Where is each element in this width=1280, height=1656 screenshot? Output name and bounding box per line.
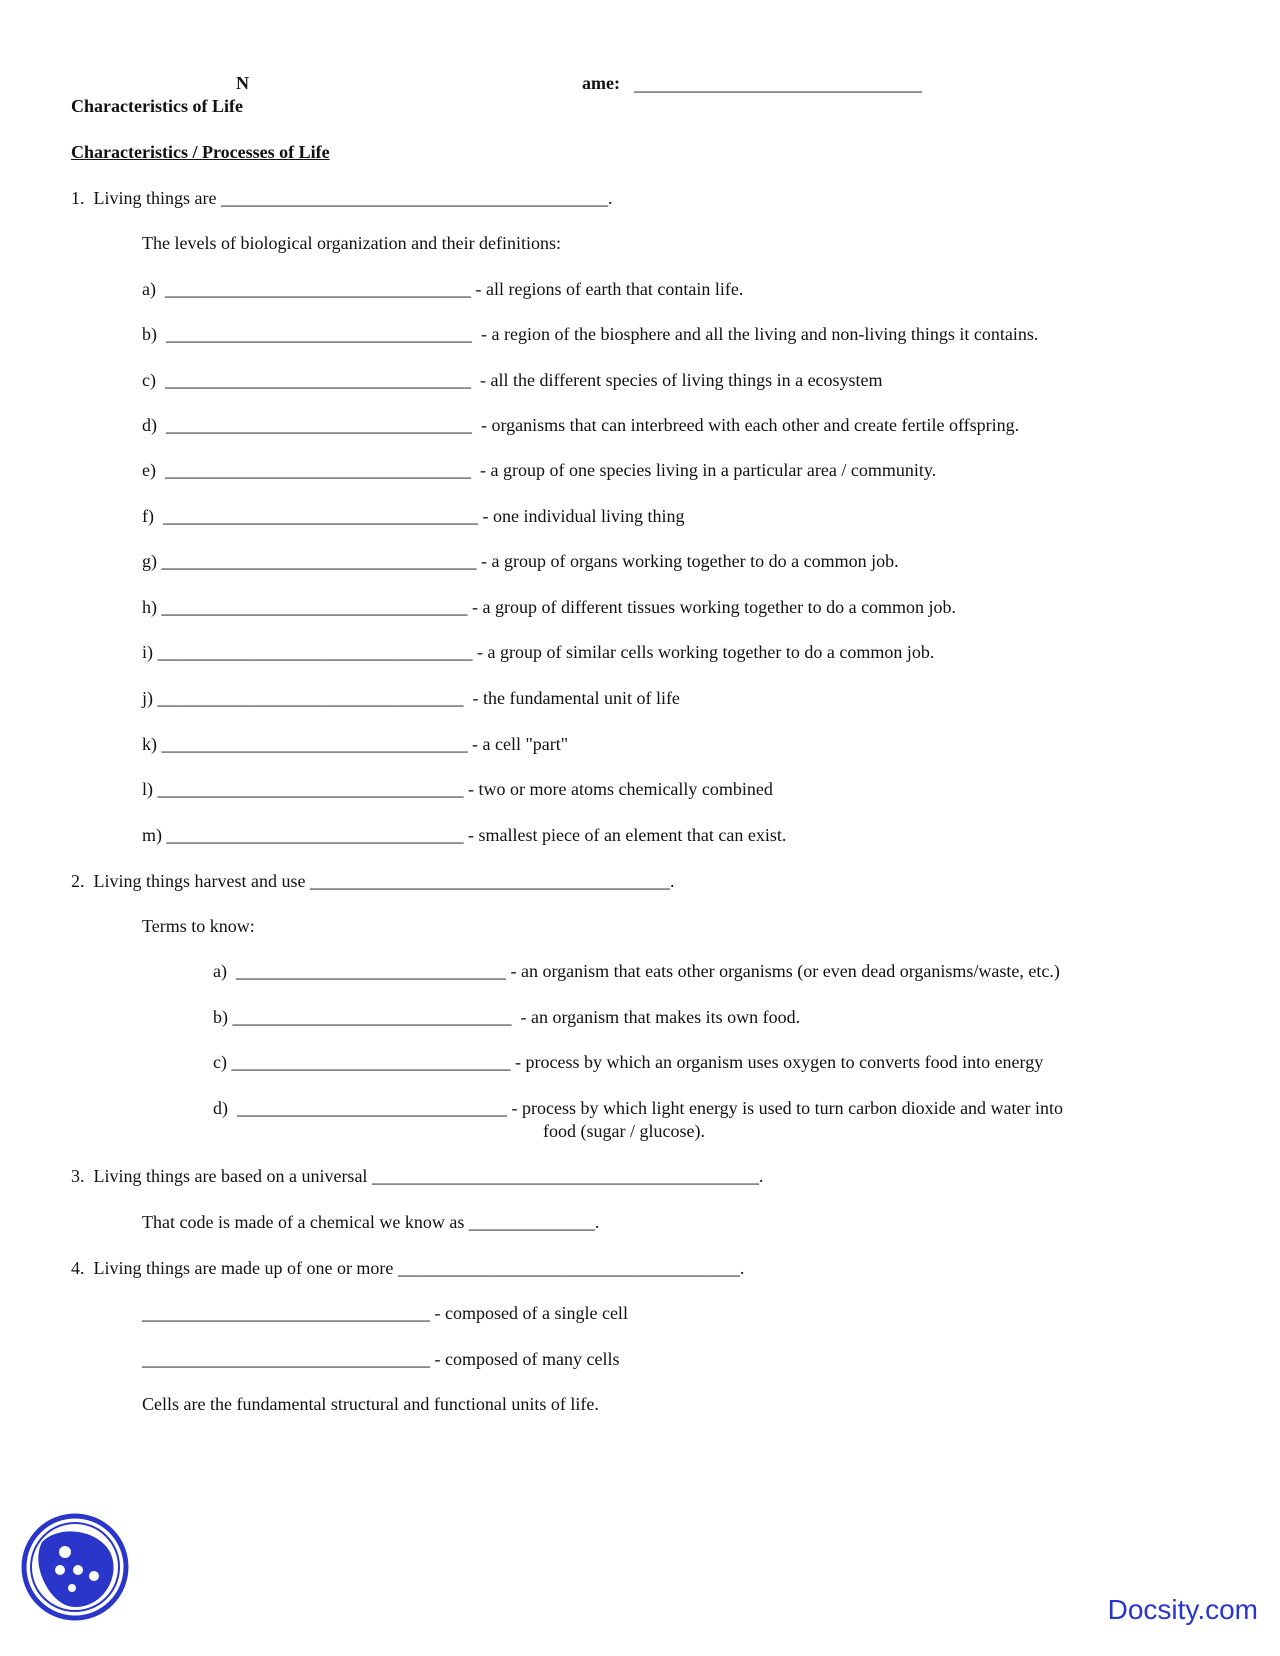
docsity-brand-link[interactable]: Docsity.com (1107, 1594, 1258, 1625)
name-label: ame: (582, 73, 620, 93)
q1-item-e: e) __________________________________ - a group of one species living in a particular area / community. (142, 460, 937, 480)
docsity-logo-icon[interactable] (20, 1512, 130, 1622)
question-3-sub: That code is made of a chemical we know as ______________. (142, 1212, 600, 1232)
section-title: Characteristics / Processes of Life (71, 142, 330, 162)
question-2: 2. Living things harvest and use ________________________________________. (71, 871, 675, 891)
document-title: Characteristics of Life (71, 96, 243, 116)
q1-item-k: k) __________________________________ - a cell "part" (142, 734, 569, 754)
q1-item-f: f) ___________________________________ - one individual living thing (142, 506, 685, 526)
question-3: 3. Living things are based on a universal ___________________________________________. (71, 1166, 764, 1186)
q2-item-d: d) ______________________________ - process by which light energy is used to turn carbon dioxide and water into (213, 1098, 1064, 1118)
q1-item-g: g) ___________________________________ - a group of organs working together to do a common job. (142, 551, 899, 571)
q1-item-h: h) __________________________________ - a group of different tissues working together to do a common job. (142, 597, 957, 617)
question-2-intro: Terms to know: (142, 916, 255, 936)
q2-item-c: c) _______________________________ - process by which an organism uses oxygen to converts food into energy (213, 1052, 1044, 1072)
q1-item-d: d) __________________________________ - organisms that can interbreed with each other and create fertile offspring. (142, 415, 1020, 435)
q2-item-d-continued: food (sugar / glucose). (543, 1121, 705, 1141)
question-1-intro: The levels of biological organization and their definitions: (142, 233, 562, 253)
q1-item-c: c) __________________________________ - all the different species of living things in a ecosystem (142, 370, 883, 390)
q2-item-a: a) ______________________________ - an organism that eats other organisms (or even dead organisms/waste, etc.) (213, 961, 1060, 981)
q4-line-unicellular: ________________________________ - composed of a single cell (142, 1303, 628, 1323)
q1-item-a: a) __________________________________ - all regions of earth that contain life. (142, 279, 744, 299)
q1-item-j: j) __________________________________ - the fundamental unit of life (142, 688, 680, 708)
question-4: 4. Living things are made up of one or more ______________________________________. (71, 1258, 745, 1278)
q4-closing-statement: Cells are the fundamental structural and functional units of life. (142, 1394, 599, 1414)
name-letter: N (236, 73, 249, 93)
question-1: 1. Living things are ___________________________________________. (71, 188, 613, 208)
q1-item-i: i) ___________________________________ - a group of similar cells working together to do a common job. (142, 642, 935, 662)
q1-item-m: m) _________________________________ - smallest piece of an element that can exist. (142, 825, 787, 845)
q1-item-b: b) __________________________________ - a region of the biosphere and all the living and non-living things it contains. (142, 324, 1039, 344)
q4-line-multicellular: ________________________________ - composed of many cells (142, 1349, 620, 1369)
name-blank: ________________________________ (634, 74, 922, 94)
q2-item-b: b) _______________________________ - an organism that makes its own food. (213, 1007, 801, 1027)
q1-item-l: l) __________________________________ - two or more atoms chemically combined (142, 779, 773, 799)
